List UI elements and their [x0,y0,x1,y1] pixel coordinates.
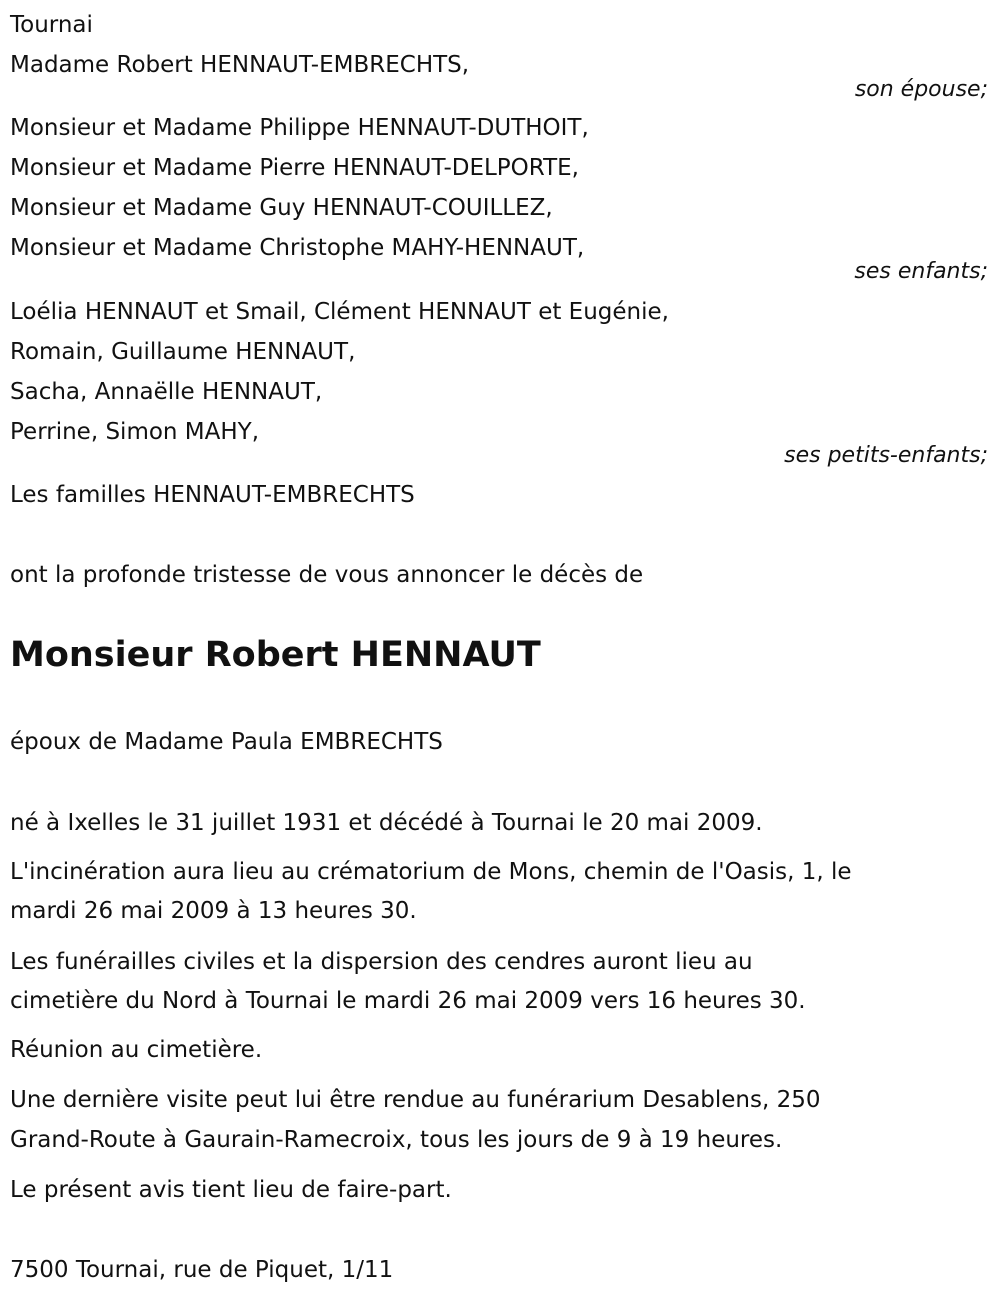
address: 7500 Tournai, rue de Piquet, 1/11 [10,1257,394,1283]
funeral-line: cimetière du Nord à Tournai le mardi 26 mai 2009 vers 16 heures 30. [10,988,806,1014]
grandchildren-role: ses petits-enfants; [784,443,988,468]
grandchild-line: Loélia HENNAUT et Smail, Clément HENNAUT et Eugénie, [10,299,669,325]
grandchild-line: Romain, Guillaume HENNAUT, [10,339,356,365]
child-line: Monsieur et Madame Pierre HENNAUT-DELPORTE, [10,155,579,181]
child-line: Monsieur et Madame Guy HENNAUT-COUILLEZ, [10,195,553,221]
families: Les familles HENNAUT-EMBRECHTS [10,482,415,508]
city: Tournai [10,12,93,38]
cremation-line: mardi 26 mai 2009 à 13 heures 30. [10,898,417,924]
meeting: Réunion au cimetière. [10,1037,263,1063]
visit-line: Une dernière visite peut lui être rendue au funérarium Desablens, 250 [10,1087,821,1113]
visit-line: Grand-Route à Gaurain-Ramecroix, tous les jours de 9 à 19 heures. [10,1127,783,1153]
child-line: Monsieur et Madame Christophe MAHY-HENNAUT, [10,235,585,261]
cremation-line: L'incinération aura lieu au crématorium de Mons, chemin de l'Oasis, 1, le [10,859,852,885]
children-role: ses enfants; [854,259,988,284]
grandchild-line: Sacha, Annaëlle HENNAUT, [10,379,323,405]
birth-death: né à Ixelles le 31 juillet 1931 et décédé à Tournai le 20 mai 2009. [10,810,763,836]
notice-line: Le présent avis tient lieu de faire-part. [10,1177,452,1203]
spouse-of: époux de Madame Paula EMBRECHTS [10,729,443,755]
spouse-role: son épouse; [854,77,988,102]
deceased-name: Monsieur Robert HENNAUT [10,635,541,675]
spouse-name: Madame Robert HENNAUT-EMBRECHTS, [10,52,470,78]
grandchild-line: Perrine, Simon MAHY, [10,419,260,445]
child-line: Monsieur et Madame Philippe HENNAUT-DUTHOIT, [10,115,589,141]
funeral-line: Les funérailles civiles et la dispersion des cendres auront lieu au [10,949,753,975]
announcement: ont la profonde tristesse de vous annoncer le décès de [10,562,644,588]
